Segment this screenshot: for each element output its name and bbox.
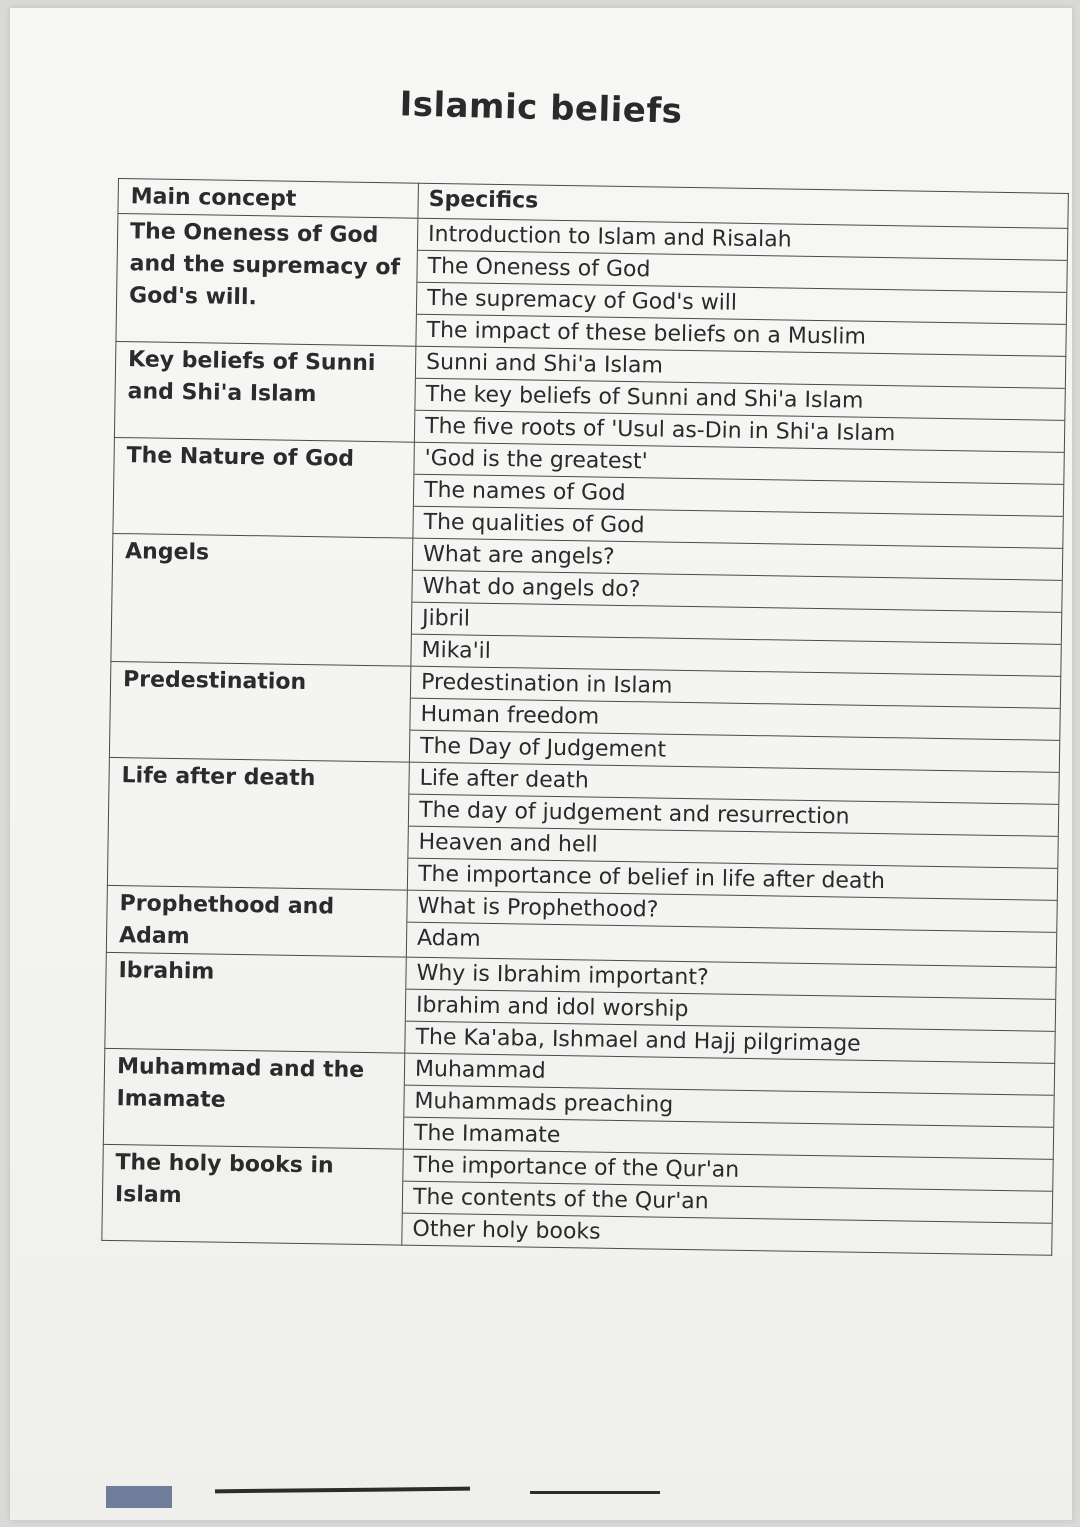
specifics-cell <box>407 762 1059 900</box>
main-concept-label: Key beliefs of Sunni and Shi'a Islam <box>127 347 376 408</box>
specific-item: The five roots of 'Usul as-Din in Shi'a Islam <box>424 413 896 447</box>
specifics-list <box>407 891 1057 964</box>
specific-item: What is Prophethood? <box>407 891 1056 933</box>
specifics-cell <box>416 218 1068 356</box>
specific-item: Adam <box>416 925 481 952</box>
concept-cell <box>102 1144 403 1245</box>
table-row <box>116 214 1068 357</box>
specific-item: Why is Ibrahim important? <box>406 958 1055 1000</box>
concept-cell <box>114 341 415 442</box>
table-row <box>113 437 1064 548</box>
specific-item: The names of God <box>414 475 1063 517</box>
concept-cell <box>111 533 413 666</box>
concept-cell <box>116 214 418 347</box>
specifics-cell <box>405 957 1056 1063</box>
specific-item: The supremacy of God's will <box>417 283 1066 325</box>
table-row <box>102 1144 1053 1255</box>
specific-item: Predestination in Islam <box>411 667 1060 709</box>
specific-item: The qualities of God <box>423 509 645 539</box>
main-concept-label: Prophethood and Adam <box>118 891 335 950</box>
beliefs-table <box>101 178 1069 1256</box>
main-concept-label: Muhammad and the Imamate <box>116 1054 365 1113</box>
table-row <box>111 533 1063 676</box>
specific-item: The impact of these beliefs on a Muslim <box>426 317 867 350</box>
header-specifics-label: Specifics <box>428 186 539 214</box>
specific-item: The Oneness of God <box>417 251 1066 293</box>
bottom-color-mark <box>106 1486 172 1508</box>
specific-item: The key beliefs of Sunni and Shi'a Islam <box>415 379 1064 421</box>
concept-cell <box>109 661 410 762</box>
table-row <box>107 757 1059 900</box>
specifics-cell <box>402 1149 1053 1255</box>
specifics-list <box>405 958 1055 1063</box>
specific-item: Other holy books <box>412 1216 601 1245</box>
main-concept-label: Predestination <box>122 667 307 696</box>
specific-item: Muhammad <box>405 1054 1054 1096</box>
concept-cell <box>103 1048 404 1149</box>
specific-item: Jibril <box>412 603 1061 645</box>
specifics-list <box>404 1054 1054 1159</box>
specific-item: The importance of the Qur'an <box>403 1150 1052 1192</box>
main-concept-label: The Nature of God <box>126 443 355 472</box>
document-page <box>10 8 1072 1520</box>
concept-cell <box>105 952 406 1053</box>
specific-item: Sunni and Shi'a Islam <box>416 347 1065 389</box>
specifics-list <box>415 347 1065 452</box>
specific-item: What do angels do? <box>412 571 1061 613</box>
specific-item: Introduction to Islam and Risalah <box>418 219 1067 261</box>
specifics-list <box>413 443 1063 548</box>
main-concept-label: The holy books in Islam <box>114 1150 334 1209</box>
specific-item: The Imamate <box>413 1120 561 1149</box>
specifics-cell <box>413 442 1064 548</box>
specifics-cell <box>403 1053 1054 1159</box>
specific-item: What are angels? <box>413 539 1062 581</box>
specific-item: The Ka'aba, Ishmael and Hajj pilgrimage <box>415 1024 861 1057</box>
page-title: Islamic beliefs <box>399 84 683 132</box>
concept-cell <box>107 757 409 890</box>
specifics-list <box>408 763 1059 900</box>
bottom-divider-line-short <box>530 1491 660 1494</box>
specifics-cell <box>411 538 1063 676</box>
specific-item: 'God is the greatest' <box>414 443 1063 485</box>
specifics-cell <box>414 346 1065 452</box>
table-row <box>103 1048 1054 1159</box>
specific-item: Muhammads preaching <box>404 1086 1053 1128</box>
header-concept-cell <box>118 179 419 219</box>
specifics-list <box>411 539 1062 676</box>
specifics-list <box>402 1150 1052 1255</box>
specific-item: The contents of the Qur'an <box>403 1182 1052 1224</box>
header-concept-label: Main concept <box>130 184 297 212</box>
concept-cell <box>113 437 414 538</box>
specifics-list <box>416 219 1067 356</box>
main-concept-label: Angels <box>124 539 210 566</box>
main-concept-label: Life after death <box>121 763 316 792</box>
table-row <box>114 341 1065 452</box>
specific-item: Mika'il <box>421 637 492 664</box>
specifics-list <box>410 667 1060 772</box>
concept-cell <box>106 885 407 957</box>
specific-item: The day of judgement and resurrection <box>409 795 1058 837</box>
specific-item: Life after death <box>409 763 1058 805</box>
table-row <box>109 661 1060 772</box>
specifics-cell <box>406 890 1057 967</box>
main-concept-label: Ibrahim <box>118 958 215 985</box>
bottom-divider-line <box>215 1487 470 1494</box>
main-concept-label: The Oneness of God and the supremacy of God's will. <box>128 219 401 311</box>
beliefs-table-container <box>101 178 1068 1256</box>
specific-item: Human freedom <box>410 699 1059 741</box>
table-row <box>105 952 1056 1063</box>
specific-item: The Day of Judgement <box>419 733 667 763</box>
specifics-cell <box>409 666 1060 772</box>
specific-item: Ibrahim and idol worship <box>406 990 1055 1032</box>
specific-item: The importance of belief in life after death <box>417 861 886 895</box>
specific-item: Heaven and hell <box>408 827 1057 869</box>
